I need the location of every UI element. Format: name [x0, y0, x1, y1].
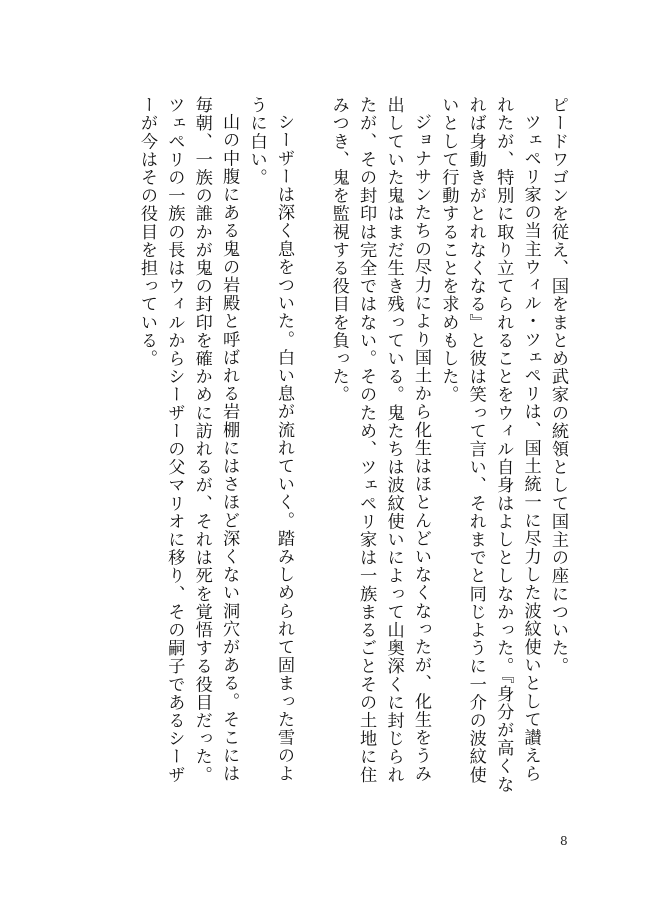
section-break: [297, 96, 324, 796]
paragraph: ツェペリ家の当主ウィル・ツェペリは、国土統一に尽力した波紋使いとして讃えられたが、特別に取り立てられることをウィル自身はよしとしなかった。『身分が高くなれば身動きがとれなくなる』と彼は笑って言い、それまでと同じように一介の波紋使いとして行動することを求めもした。: [438, 96, 541, 794]
vertical-text-body: [133, 96, 571, 796]
paragraph: シーザーは深く息をついた。白い息が流れていく。踏みしめられて固まった雪のように白い。: [246, 96, 294, 783]
paragraph: ジョナサンたちの尽力により国土から化生はほとんどいなくなったが、化生をうみ出していた鬼はまだ生き残っている。鬼たちは波紋使いによって山奥深くに封じられたが、その封印は完全ではない。そのため、ツェペリ家は一族まるごとその土地に住みつき、鬼を監視する役目を負った。: [328, 96, 431, 784]
page-number: 8: [560, 834, 568, 848]
paragraph: 山の中腹にある鬼の岩殿と呼ばれる岩棚にはさほど深くない洞穴がある。そこには毎朝、一族の誰かが鬼の封印を確かめに訪れるが、それは死を覚悟する役目だった。ツェペリの一族の長はウィルからシーザーの父マリオに移り、その嗣子であるシーザーが今はその役目を担っている。: [136, 96, 240, 784]
paragraph: ピードワゴンを従え、国をまとめ武家の統領として国主の座についた。: [548, 96, 568, 676]
